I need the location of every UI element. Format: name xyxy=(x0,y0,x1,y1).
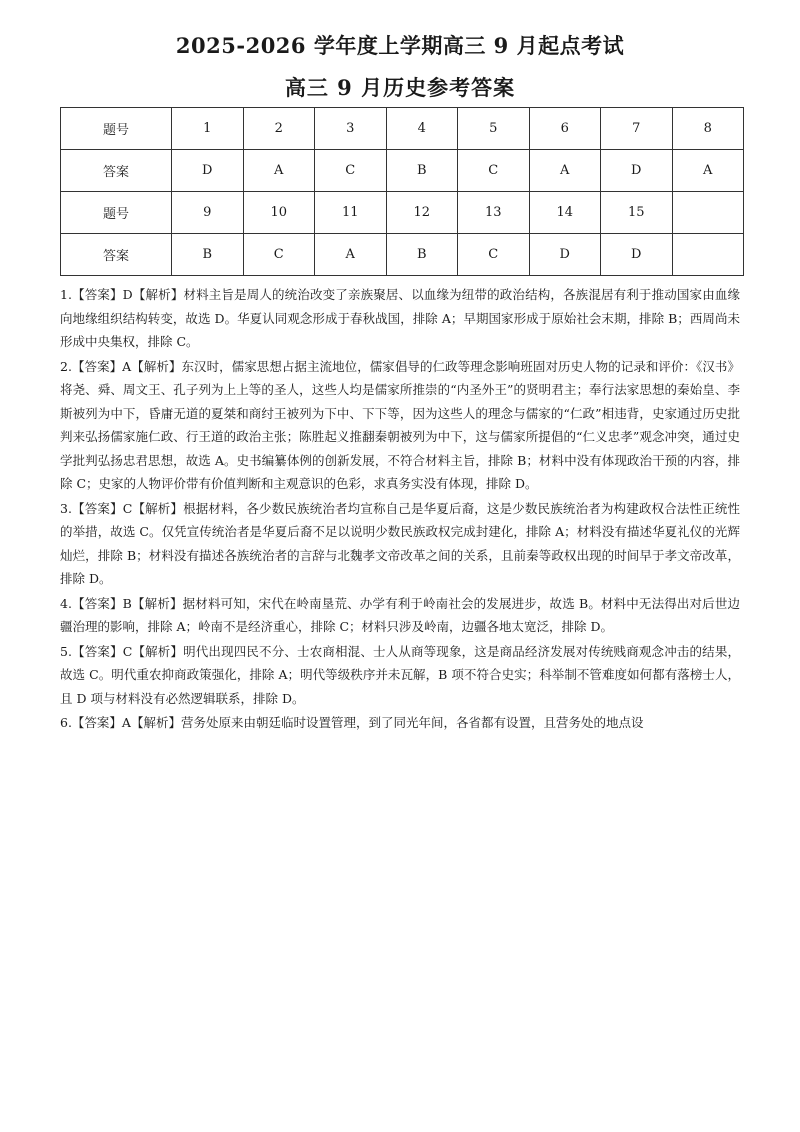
table-cell: 2 xyxy=(243,108,315,150)
table-cell xyxy=(672,234,744,276)
table-cell: D xyxy=(172,150,244,192)
table-cell: 7 xyxy=(601,108,673,150)
explanation-item: 6.【答案】A【解析】营务处原来由朝廷临时设置管理，到了同光年间，各省都有设置，且营务处的地点设 xyxy=(60,715,644,730)
explanation-item: 5.【答案】C【解析】明代出现四民不分、士农商相混、士人从商等现象，这是商品经济发展对传统贱商观念冲击的结果，故选 C。明代重农抑商政策强化，排除 A；明代等级秩序并未瓦解，B 项不符合史实；科举制不管难度如何都有落榜士人，且 D 项与材料没有必然逻辑联系，排除 D。 xyxy=(60,643,740,706)
row-header-cell: 题号 xyxy=(61,108,172,150)
table-cell: D xyxy=(529,234,601,276)
table-row xyxy=(61,192,744,234)
table-cell: C xyxy=(315,150,387,192)
table-row xyxy=(61,108,744,150)
table-cell: A xyxy=(672,150,744,192)
table-cell: 8 xyxy=(672,108,744,150)
explanation-item: 1.【答案】D【解析】材料主旨是周人的统治改变了亲族聚居、以血缘为纽带的政治结构，各族混居有利于推动国家由血缘向地缘组织结构转变，故选 D。华夏认同观念形成于春秋战国，排除 A；早期国家形成于原始社会末期，排除 B；西周尚未形成中央集权，排除 C。 xyxy=(60,287,740,349)
table-cell xyxy=(672,192,744,234)
table-row xyxy=(61,234,744,276)
table-cell: 11 xyxy=(315,192,387,234)
table-cell: 6 xyxy=(529,108,601,150)
table-cell: C xyxy=(458,150,530,192)
table-cell: 5 xyxy=(458,108,530,150)
table-cell: A xyxy=(243,150,315,192)
table-cell: 14 xyxy=(529,192,601,234)
table-cell: C xyxy=(243,234,315,276)
table-cell: B xyxy=(386,234,458,276)
answer-table xyxy=(60,107,744,276)
table-cell: A xyxy=(529,150,601,192)
table-cell: 4 xyxy=(386,108,458,150)
table-cell: 3 xyxy=(315,108,387,150)
row-header-cell: 答案 xyxy=(61,150,172,192)
document-title: 2025-2026 学年度上学期高三 9 月起点考试 xyxy=(175,33,625,58)
table-cell: D xyxy=(601,234,673,276)
table-cell: 13 xyxy=(458,192,530,234)
table-cell: B xyxy=(172,234,244,276)
row-header-cell: 题号 xyxy=(61,192,172,234)
table-cell: A xyxy=(315,234,387,276)
explanation-item: 4.【答案】B【解析】据材料可知，宋代在岭南垦荒、办学有利于岭南社会的发展进步，故选 B。材料中无法得出对后世边疆治理的影响，排除 A；岭南不是经济重心，排除 C；材料只涉及岭南，边疆各地太宽泛，排除 D。 xyxy=(60,595,740,634)
table-cell: 15 xyxy=(601,192,673,234)
table-row xyxy=(61,150,744,192)
table-cell: 10 xyxy=(243,192,315,234)
table-cell: D xyxy=(601,150,673,192)
table-cell: 12 xyxy=(386,192,458,234)
row-header-cell: 答案 xyxy=(61,234,172,276)
table-cell: 9 xyxy=(172,192,244,234)
document-subtitle: 高三 9 月历史参考答案 xyxy=(284,75,516,100)
explanation-item: 2.【答案】A【解析】东汉时，儒家思想占据主流地位，儒家倡导的仁政等理念影响班固对历史人物的记录和评价：《汉书》将尧、舜、周文王、孔子列为上上等的圣人，这些人均是儒家所推崇的“内圣外王”的贤明君主；奉行法家思想的秦始皇、李斯被列为中下，昏庸无道的夏桀和商纣王被列为下中、下下等，因为这些人的理念与儒家的“仁政”相违背，史家通过历史批判来弘扬儒家施仁政、行王道的政治主张；陈胜起义推翻秦朝被列为中下，这与儒家所提倡的“仁义忠孝”观念冲突，通过史学批判弘扬忠君思想，故选 A。史书编纂体例的创新发展，不符合材料主旨，排除 B；材料中没有体现政治干预的内容，排除 C；史家的人物评价带有价值判断和主观意识的色彩，求真务实没有体现，排除 D。 xyxy=(60,358,740,491)
explanation-item: 3.【答案】C【解析】根据材料，各少数民族统治者均宣称自己是华夏后裔，这是少数民族统治者为构建政权合法性正统性的举措，故选 C。仅凭宣传统治者是华夏后裔不足以说明少数民族政权完成封建化，排除 A；材料没有描述华夏礼仪的光辉灿烂，排除 B；材料没有描述各族统治者的言辞与北魏孝文帝改革之间的关系，且前秦等政权出现的时间早于孝文帝改革，排除 D。 xyxy=(60,500,740,586)
table-cell: 1 xyxy=(172,108,244,150)
explanations-section xyxy=(60,283,740,736)
table-cell: C xyxy=(458,234,530,276)
table-cell: B xyxy=(386,150,458,192)
